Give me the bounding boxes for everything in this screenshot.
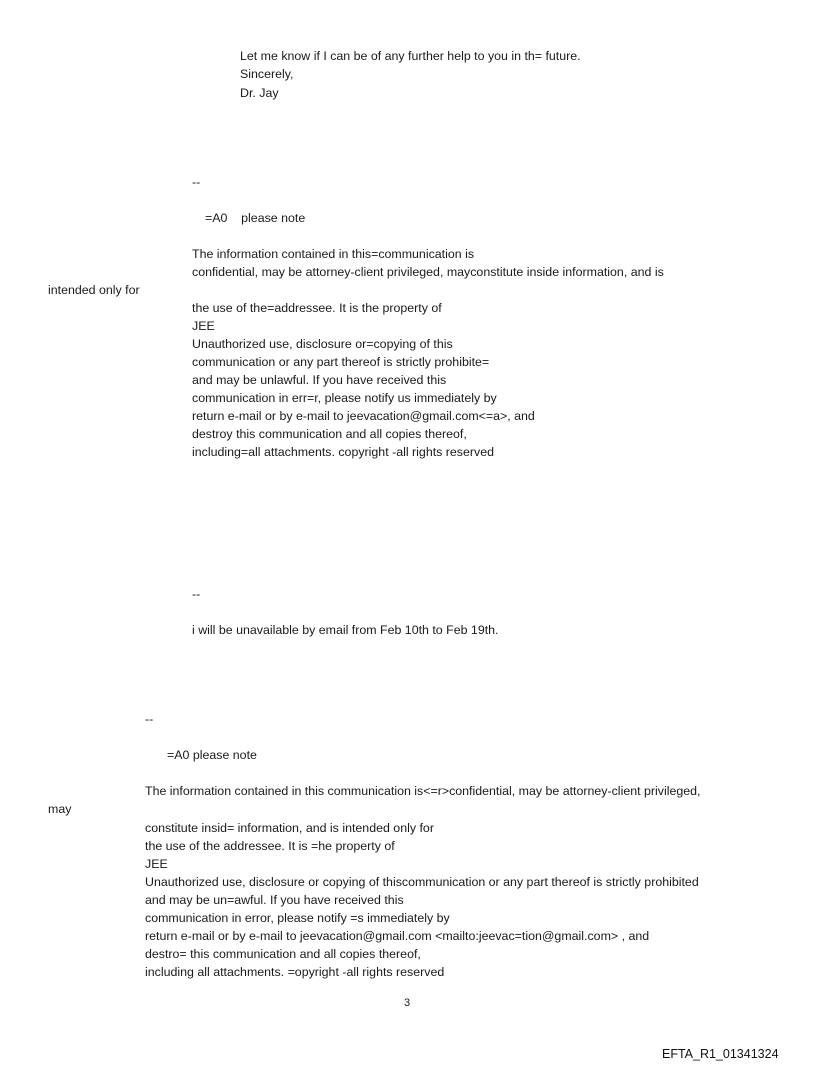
disclaimer-line: communication or any part thereof is strictly prohibite= — [192, 355, 490, 369]
disclaimer-line: the use of the addressee. It is =he property of — [145, 839, 395, 853]
separator: -- — [145, 712, 154, 726]
disclaimer-line: constitute insid= information, and is intended only for — [145, 821, 434, 835]
disclaimer-line: return e-mail or by e-mail to jeevacation@gmail.com <mailto:jeevac=tion@gmail.com> , and — [145, 929, 650, 943]
separator: -- — [192, 175, 201, 189]
disclaimer-line: Unauthorized use, disclosure or copying of thiscommunication or any part thereof is strictly prohibited — [145, 875, 699, 889]
disclaimer-line: The information contained in this=communication is — [192, 247, 475, 261]
disclaimer-line: including=all attachments. copyright -all rights reserved — [192, 445, 494, 459]
signoff-line: Let me know if I can be of any further help to you in th= future. — [240, 49, 581, 63]
disclaimer-line: including all attachments. =opyright -all rights reserved — [145, 965, 445, 979]
disclaimer-line: may — [48, 802, 72, 816]
signoff-closing: Sincerely, — [240, 67, 294, 81]
unavailable-notice: i will be unavailable by email from Feb 10th to Feb 19th. — [192, 623, 499, 637]
disclaimer-line: intended only for — [48, 283, 140, 297]
disclaimer-line: JEE — [192, 319, 215, 333]
disclaimer-line: The information contained in this communication is<=r>confidential, may be attorney-client privileged, — [145, 784, 701, 798]
disclaimer-line: destroy this communication and all copies thereof, — [192, 427, 467, 441]
please-note: =A0 please note — [205, 211, 306, 225]
document-id: EFTA_R1_01341324 — [662, 1047, 779, 1061]
disclaimer-line: return e-mail or by e-mail to jeevacation@gmail.com<=a>, and — [192, 409, 535, 423]
disclaimer-line: Unauthorized use, disclosure or=copying of this — [192, 337, 453, 351]
disclaimer-line: and may be unlawful. If you have received this — [192, 373, 447, 387]
disclaimer-line: destro= this communication and all copies thereof, — [145, 947, 421, 961]
disclaimer-line: confidential, may be attorney-client privileged, mayconstitute inside information, and is — [192, 265, 664, 279]
disclaimer-line: communication in error, please notify =s immediately by — [145, 911, 450, 925]
disclaimer-line: communication in err=r, please notify us immediately by — [192, 391, 497, 405]
disclaimer-line: the use of the=addressee. It is the property of — [192, 301, 442, 315]
disclaimer-line: JEE — [145, 857, 168, 871]
signoff-name: Dr. Jay — [240, 86, 279, 100]
page-number: 3 — [404, 997, 411, 1009]
separator: -- — [192, 587, 201, 601]
disclaimer-line: and may be un=awful. If you have received this — [145, 893, 404, 907]
please-note: =A0 please note — [167, 748, 257, 762]
